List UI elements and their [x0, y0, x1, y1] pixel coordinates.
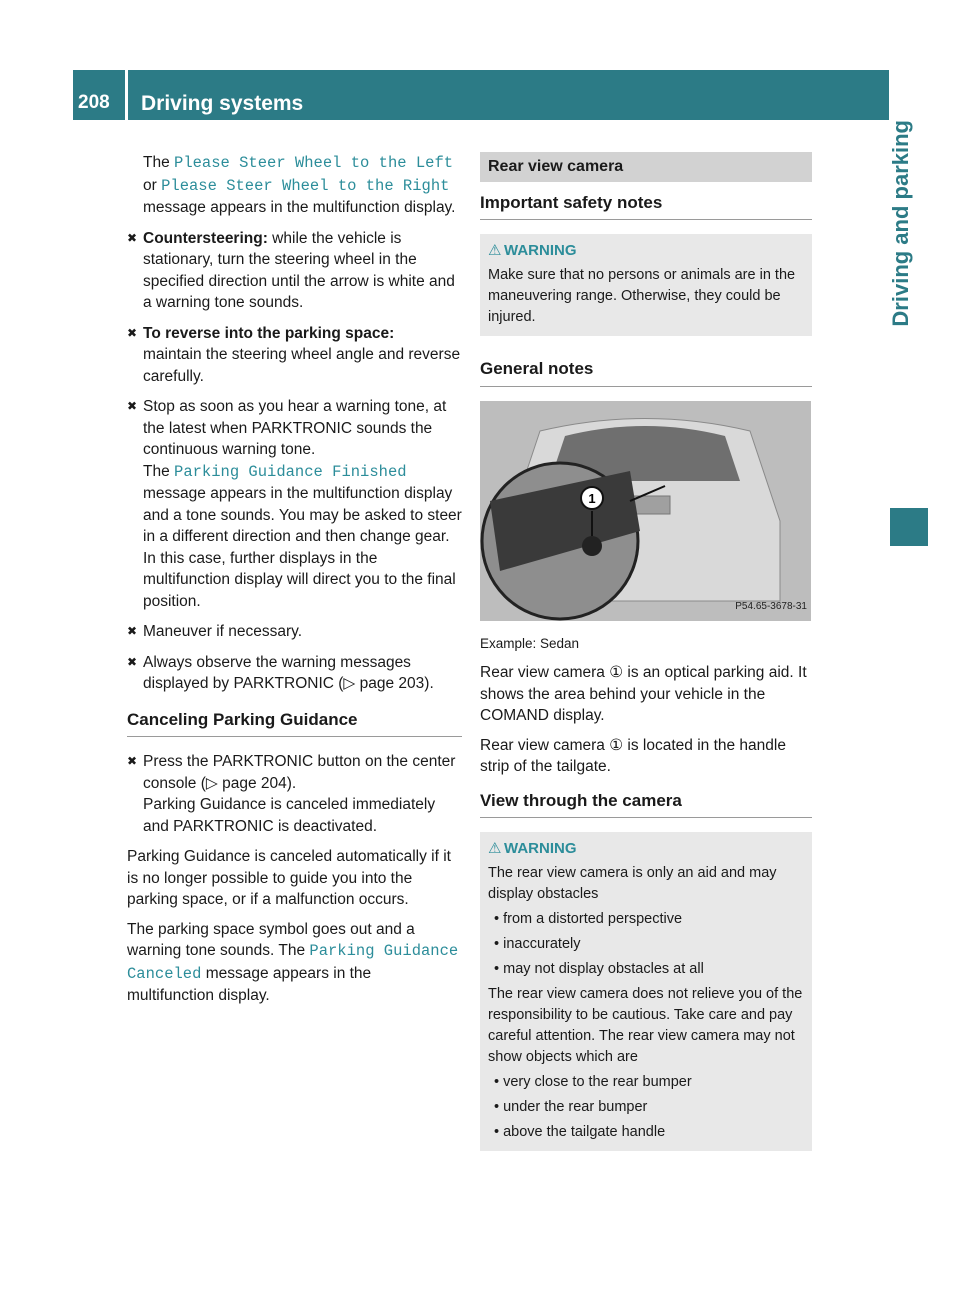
- warning-text: Make sure that no persons or animals are in the maneuvering range. Otherwise, they could be injured.: [488, 267, 796, 325]
- text: The: [143, 154, 175, 171]
- step-label: Countersteering:: [143, 229, 268, 247]
- text: The: [143, 462, 175, 480]
- list-text: under the rear bumper: [503, 1099, 648, 1115]
- step-arrow-icon: ✖: [127, 654, 138, 669]
- list-item: [127, 228, 462, 314]
- car-rear-illustration: [480, 401, 811, 621]
- left-column: [127, 152, 462, 1007]
- warning-label: WARNING: [504, 840, 577, 857]
- side-tab: [888, 120, 928, 500]
- step-text: while the vehicle is stationary, turn the steering wheel in the specified direction until the arrow is white and a warning tone sounds.: [143, 229, 455, 311]
- list-item: [127, 323, 462, 388]
- step-arrow-icon: ✖: [127, 399, 138, 413]
- list-item: • inaccurately: [494, 936, 581, 952]
- step-text: message appears in the multifunction display and a tone sounds. You may be asked to steer in a different direction and then change gear. In this case, further displays in the multifunction display will direct you to the final position.: [143, 485, 462, 610]
- step-arrow-icon: ✖: [127, 325, 138, 340]
- step-text: Stop as soon as you hear a warning tone, at the latest when PARKTRONIC sounds the continuous warning tone.: [143, 398, 447, 458]
- list-item: [127, 621, 462, 643]
- list-text: inaccurately: [503, 936, 581, 952]
- list-text: from a distorted perspective: [503, 911, 683, 927]
- heading-rear-view-camera: Rear view camera: [480, 152, 812, 182]
- list-text: very close to the rear bumper: [503, 1074, 692, 1090]
- list-item: • very close to the rear bumper: [494, 1074, 692, 1090]
- step-arrow-icon: ✖: [127, 624, 138, 638]
- heading-general-notes: General notes: [480, 358, 812, 387]
- page-number: 208: [78, 92, 110, 113]
- text: message appears in the multifunction display.: [143, 199, 456, 216]
- heading-safety-notes: Important safety notes: [480, 192, 812, 221]
- warning-text: The rear view camera does not relieve you of the responsibility to be cautious. Take care and pay careful attention. The rear view camera may not show objects which are: [488, 986, 803, 1065]
- list-item: • from a distorted perspective: [494, 911, 683, 927]
- symbol-paragraph: [127, 919, 462, 1007]
- step-arrow-icon: ✖: [127, 230, 138, 245]
- list-item: • under the rear bumper: [494, 1099, 648, 1115]
- rear-camera-figure: [480, 401, 811, 621]
- display-message-canceled: Parking Guidance Canceled: [127, 942, 459, 983]
- step-text: maintain the steering wheel angle and reverse carefully.: [143, 346, 461, 385]
- warning-triangle-icon: ⚠: [488, 242, 502, 259]
- list-item: • above the tailgate handle: [494, 1124, 666, 1140]
- heading-canceling: Canceling Parking Guidance: [127, 709, 462, 738]
- text: message appears in the multifunction display.: [127, 964, 372, 1004]
- list-item: [127, 396, 462, 612]
- text: or: [143, 176, 162, 194]
- list-text: above the tailgate handle: [503, 1124, 666, 1140]
- warning-header: [488, 838, 804, 859]
- step-text: Always observe the warning messages displayed by PARKTRONIC (▷ page 203).: [143, 653, 434, 692]
- heading-view-through-camera: View through the camera: [480, 790, 812, 819]
- display-message-right: Please Steer Wheel to the Right: [161, 176, 450, 195]
- text: The parking space symbol goes out and a warning tone sounds. The: [127, 920, 415, 959]
- general-paragraph-2: Rear view camera ① is located in the handle strip of the tailgate.: [480, 736, 786, 775]
- step-text: Press the PARKTRONIC button on the center console (▷ page 204).: [143, 753, 456, 792]
- step-label: To reverse into the parking space:: [143, 324, 395, 342]
- warning-header: [488, 240, 804, 261]
- figure-code: P54.65-3678-31: [735, 601, 807, 612]
- list-item: • may not display obstacles at all: [494, 961, 704, 977]
- header-divider: [125, 70, 128, 120]
- section-title: Driving systems: [141, 92, 304, 115]
- auto-cancel-paragraph: Parking Guidance is canceled automatically if it is no longer possible to guide you into the parking space, or if a malfunction occurs.: [127, 848, 451, 908]
- step-text: Maneuver if necessary.: [143, 623, 303, 640]
- list-item: [127, 751, 462, 837]
- warning-box: [480, 832, 812, 1151]
- display-message-left: Please Steer Wheel to the Left: [174, 154, 454, 172]
- warning-label: WARNING: [504, 242, 577, 259]
- side-tab-marker: [890, 508, 928, 546]
- right-column: [480, 152, 812, 1151]
- list-item: [127, 652, 462, 695]
- side-tab-label: Driving and parking: [888, 120, 913, 327]
- warning-text: The rear view camera is only an aid and may display obstacles: [488, 865, 777, 902]
- general-paragraph-1: Rear view camera ① is an optical parking aid. It shows the area behind your vehicle in the COMAND display.: [480, 664, 807, 724]
- step-arrow-icon: ✖: [127, 754, 138, 768]
- step-text: Parking Guidance is canceled immediately and PARKTRONIC is deactivated.: [143, 796, 436, 835]
- display-message-finished: Parking Guidance Finished: [174, 462, 407, 481]
- list-text: may not display obstacles at all: [503, 961, 704, 977]
- callout-number: 1: [588, 490, 596, 506]
- warning-triangle-icon: ⚠: [488, 840, 502, 857]
- steer-message-paragraph: [127, 152, 462, 219]
- warning-box: [480, 234, 812, 336]
- figure-caption: Example: Sedan: [480, 635, 580, 651]
